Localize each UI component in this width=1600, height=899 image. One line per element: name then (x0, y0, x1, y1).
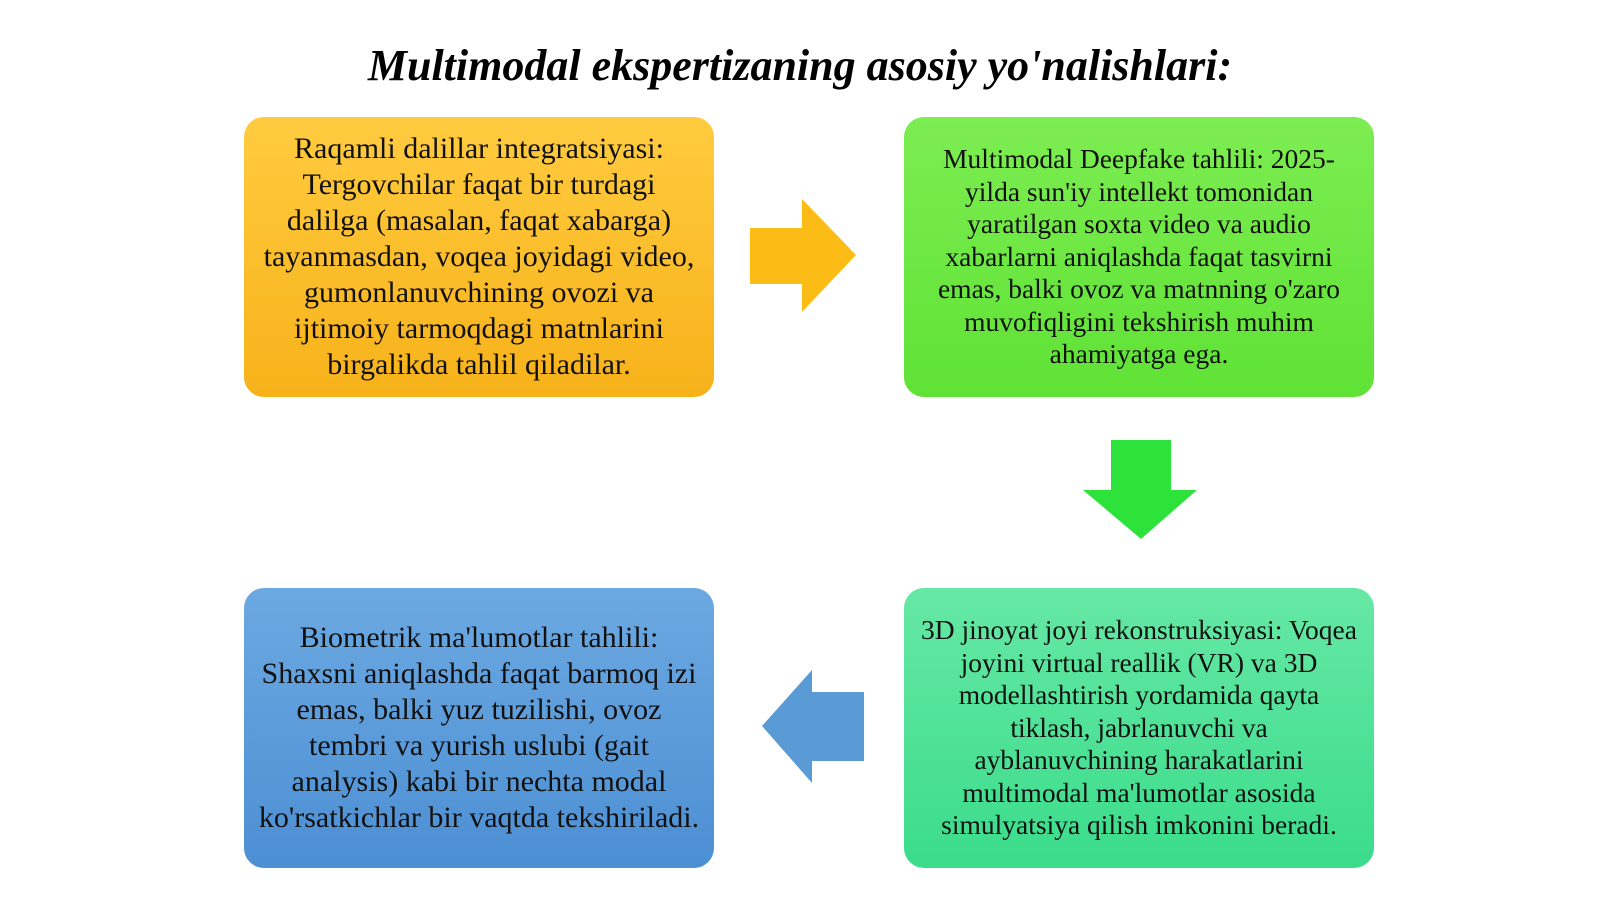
box-reconstruction (904, 588, 1374, 868)
box-deepfake (904, 117, 1374, 397)
arrow-right-icon (748, 197, 858, 317)
box-reconstruction-text: 3D jinoyat joyi rekonstruksiyasi: Voqea joyini virtual reallik (VR) va 3D modellashtirish yordamida qayta tiklash, jabrlanuvchi va ayblanuvchining harakatlarini multimodal ma'lumotlar asosida simulyatsiya qilish imkonini beradi. (921, 614, 1357, 841)
arrow-left-shape (762, 670, 864, 783)
box-deepfake-text: Multimodal Deepfake tahlili: 2025-yilda sun'iy intellekt tomonidan yaratilgan soxta video va audio xabarlarni aniqlashda faqat tasvirni emas, balki ovoz va matnning o'zaro muvofiqligini tekshirish muhim ahamiyatga ega. (937, 143, 1341, 370)
arrow-down-icon (1080, 440, 1198, 540)
box-digital-evidence-text: Raqamli dalillar integratsiyasi: Tergovchilar faqat bir turdagi dalilga (masalan, faqat xabarga) tayanmasdan, voqea joyidagi video, gumonlanuvchining ovozi va ijtimoiy tarmoqdagi matnlarini birgalikda tahlil qiladilar. (263, 132, 695, 381)
arrow-left-icon (760, 670, 866, 790)
page-title: Multimodal ekspertizaning asosiy yo'nalishlari: (367, 41, 1233, 90)
arrow-right-shape (750, 199, 856, 312)
box-digital-evidence (244, 117, 714, 397)
arrow-down-shape (1083, 440, 1197, 539)
box-biometric-text: Biometrik ma'lumotlar tahlili: Shaxsni aniqlashda faqat barmoq izi emas, balki yuz tuzilishi, ovoz tembri va yurish uslubi (gait analysis) kabi bir nechta modal ko'rsatkichlar bir vaqtda tekshiriladi. (258, 621, 700, 834)
box-biometric (244, 588, 714, 868)
